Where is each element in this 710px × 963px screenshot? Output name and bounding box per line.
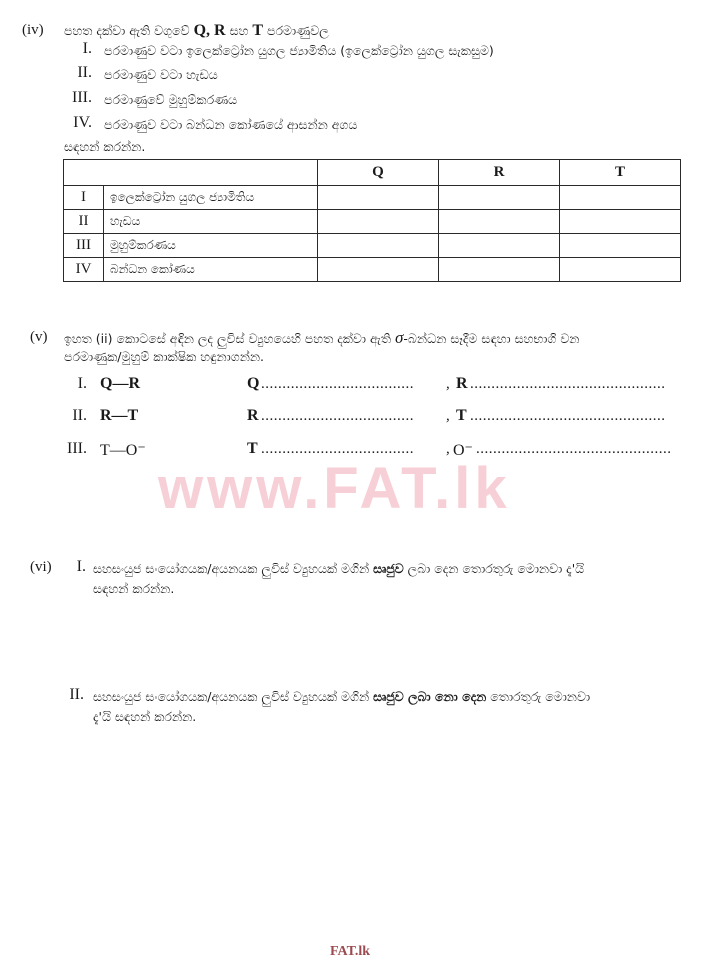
item-roman: IV. bbox=[73, 114, 92, 131]
answer-line-right[interactable]: .............................................. bbox=[470, 376, 666, 392]
question-number-iv: (iv) bbox=[22, 22, 44, 38]
answer-right-symbol: T bbox=[456, 407, 467, 424]
intro-text: පහත දක්වා ඇති වගුවේ bbox=[64, 23, 190, 38]
line1-post: -බන්ධන සෑදීම සඳහා සහභාගි වන bbox=[403, 331, 580, 346]
section-vi-item2-line1 bbox=[93, 688, 590, 706]
answer-table bbox=[63, 159, 681, 282]
answer-line-left[interactable]: .................................... bbox=[261, 441, 414, 457]
sigma-symbol: σ bbox=[394, 328, 404, 347]
answer-cell-r[interactable] bbox=[439, 234, 560, 258]
table-row bbox=[64, 210, 681, 234]
bond-label: Q—R bbox=[100, 375, 140, 392]
answer-cell-q[interactable] bbox=[318, 258, 439, 282]
question-number-vi: (vi) bbox=[30, 559, 52, 575]
row-roman: II bbox=[64, 210, 104, 234]
item-roman: III. bbox=[67, 440, 87, 457]
answer-left-symbol: Q bbox=[247, 375, 260, 392]
intro-symbols-qr: Q, R bbox=[193, 22, 226, 39]
answer-line-left[interactable]: .................................... bbox=[261, 376, 414, 392]
item-roman: III. bbox=[72, 89, 92, 106]
answer-right-symbol: R bbox=[456, 375, 468, 392]
column-header-q: Q bbox=[318, 160, 439, 186]
instruction-text: සඳහන් කරන්න. bbox=[64, 139, 146, 154]
answer-line-left[interactable]: .................................... bbox=[261, 408, 414, 424]
answer-cell-q[interactable] bbox=[318, 234, 439, 258]
intro-post: පරමාණුවල bbox=[267, 23, 329, 38]
answer-line-right[interactable]: .............................................. bbox=[470, 408, 666, 424]
column-header-r: R bbox=[439, 160, 560, 186]
item1-pre: සහසංයුජ සංයෝගයක/අයනයක ලුවිස් ව්‍යුහයක් මගින් bbox=[93, 561, 370, 576]
item-text: පරමාණුව වටා ඉලෙක්ට්‍රෝන යුගල ජ්‍යාමිතිය (ඉලෙක්ට්‍රෝන යුගල සැකසුම) bbox=[104, 43, 494, 58]
table-corner-cell bbox=[64, 160, 318, 186]
row-roman: III bbox=[64, 234, 104, 258]
answer-left-symbol: R bbox=[247, 407, 259, 424]
comma: , bbox=[446, 376, 451, 392]
footer-brand: FAT.lk bbox=[330, 944, 371, 959]
answer-line-right[interactable]: .............................................. bbox=[476, 441, 672, 457]
bond-label: T—O⁻ bbox=[100, 442, 146, 459]
table-row bbox=[64, 258, 681, 282]
answer-cell-t[interactable] bbox=[560, 234, 681, 258]
item-roman: II. bbox=[72, 407, 87, 424]
item-roman: II. bbox=[77, 64, 92, 81]
section-iv-intro bbox=[64, 22, 329, 40]
answer-cell-t[interactable] bbox=[560, 258, 681, 282]
section-vi-item1-line1 bbox=[93, 560, 584, 578]
intro-symbol-t: T bbox=[252, 22, 264, 39]
answer-cell-t[interactable] bbox=[560, 186, 681, 210]
item1-post: ලබා දෙන තොරතුරු මොනවා දැ'යි bbox=[407, 561, 585, 576]
table-row bbox=[64, 186, 681, 210]
row-label: හැඩය bbox=[104, 210, 318, 234]
answer-cell-r[interactable] bbox=[439, 258, 560, 282]
bond-label: R—T bbox=[100, 407, 139, 424]
item-roman: II. bbox=[69, 686, 84, 703]
item-roman: I. bbox=[82, 40, 92, 57]
watermark: www.FAT.lk bbox=[158, 456, 511, 521]
comma: , bbox=[446, 408, 451, 424]
answer-left-symbol: T bbox=[247, 440, 258, 457]
item-roman: I. bbox=[77, 375, 87, 392]
section-v-line1 bbox=[64, 329, 579, 348]
answer-cell-q[interactable] bbox=[318, 210, 439, 234]
answer-right-symbol: O⁻ bbox=[453, 442, 473, 459]
row-roman: I bbox=[64, 186, 104, 210]
item2-post: තොරතුරු මොනවා bbox=[490, 689, 591, 704]
row-label: බන්ධන කෝණය bbox=[104, 258, 318, 282]
row-label: ඉලෙක්ට්‍රෝන යුගල ජ්‍යාමිතිය bbox=[104, 186, 318, 210]
answer-cell-r[interactable] bbox=[439, 186, 560, 210]
item-text: පරමාණුව වටා බන්ධන කෝණයේ ආසන්න අගය bbox=[104, 117, 358, 132]
item2-bold: සෘජුව ලබා නො දෙන bbox=[373, 689, 487, 704]
answer-cell-t[interactable] bbox=[560, 210, 681, 234]
question-number-v: (v) bbox=[30, 329, 48, 345]
intro-and: සහ bbox=[229, 23, 249, 38]
section-vi-item2-line2: දැ'යි සඳහන් කරන්න. bbox=[93, 709, 197, 724]
answer-cell-q[interactable] bbox=[318, 186, 439, 210]
table-row bbox=[64, 234, 681, 258]
item2-pre: සහසංයුජ සංයෝගයක/අයනයක ලුවිස් ව්‍යුහයක් මගින් bbox=[93, 689, 370, 704]
item1-bold: සෘජුව bbox=[373, 561, 404, 576]
section-vi-item1-line2: සඳහන් කරන්න. bbox=[93, 581, 175, 596]
section-v-line2: පරමාණුක/මුහුම් කාක්ෂික හඳුනාගන්න. bbox=[64, 349, 264, 364]
item-text: පරමාණුවේ මුහුම්කරණය bbox=[104, 92, 238, 107]
row-label: මුහුම්කරණය bbox=[104, 234, 318, 258]
table-header-row bbox=[64, 160, 681, 186]
row-roman: IV bbox=[64, 258, 104, 282]
item-roman: I. bbox=[76, 558, 86, 575]
comma: , bbox=[446, 441, 451, 457]
column-header-t: T bbox=[560, 160, 681, 186]
answer-cell-r[interactable] bbox=[439, 210, 560, 234]
line1-pre: ඉහත (ii) කොටසේ අඳින ලද ලුවිස් ව්‍යුහයෙහි පහත දක්වා ඇති bbox=[64, 331, 391, 346]
item-text: පරමාණුව වටා හැඩය bbox=[104, 67, 218, 82]
